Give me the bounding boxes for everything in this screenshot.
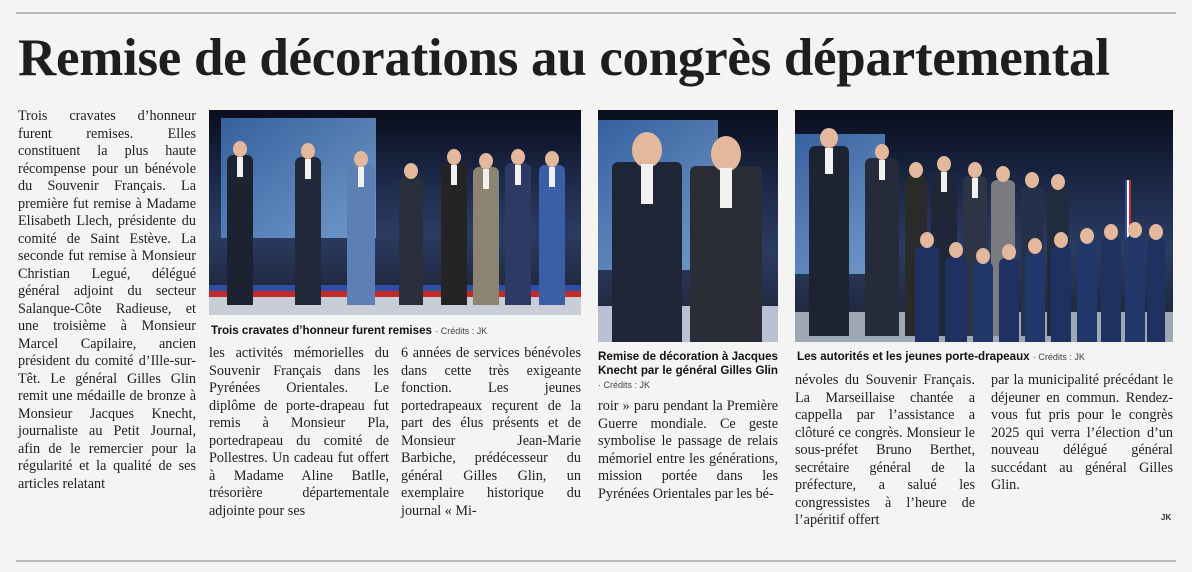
caption-credit-1: · Crédits : JK — [435, 326, 488, 336]
article-column-3 — [401, 345, 581, 520]
caption-credit-3: · Crédits : JK — [1032, 352, 1085, 362]
photo-ceremony-cravates — [209, 110, 581, 315]
article-column-6 — [991, 372, 1173, 495]
headline: Remise de décorations au congrès départemental — [18, 29, 1110, 87]
photo-caption-1 — [211, 324, 583, 338]
article-column-1 — [18, 108, 196, 493]
article-column-5 — [795, 372, 975, 530]
caption-text-1: Trois cravates d’honneur furent remises — [211, 324, 432, 337]
article-text-2: les activités mémorielles du Souvenir Français dans les Pyrénées Orientales. Le diplôme de porte-drapeau fut remis à Monsieur Pla, portedrapeau du comité de Pollestres. Un cadeau fut offert à Madame Aline Batlle, trésorière départementale adjointe pour ses — [209, 345, 389, 519]
author-signature: JK — [1161, 513, 1172, 522]
top-rule — [16, 12, 1176, 14]
bottom-rule — [16, 560, 1176, 562]
photo-authorities-flag-bearers — [795, 110, 1173, 342]
photo-caption-3 — [797, 350, 1175, 364]
photo-caption-2 — [598, 350, 778, 392]
article-text-6: par la municipalité précédant le déjeuner en commun. Rendez-vous fut pris pour le congrès 2025 qui verra l’élection d’un nouveau délégué général succédant au général Gilles Glin. — [991, 372, 1173, 493]
article-text-3: 6 années de services bénévoles dans cette très exigeante fonction. Les jeunes portedrapeaux reçurent de la part des élus présents et de Monsieur Jean-Marie Barbiche, prédécesseur du général Gilles Glin, un exemplaire historique du journal « Mi- — [401, 345, 581, 519]
article-text-5: névoles du Souvenir Français. La Marseillaise chantée a cappella par l’assistance a clôturé ce congrès. Monsieur le sous-préfet Bruno Berthet, secrétaire général de la préfecture, a salué les congressistes à l’heure de l’apéritif offert — [795, 372, 975, 528]
article-text-1: Trois cravates d’honneur furent remises. Elles constituent la plus haute récompense pour un bénévole du Souvenir Français. La première fut remise à Madame Elisabeth Llech, présidente du comité de Saint Estève. La seconde fut remise à Monsieur Christian Legué, délégué général adjoint du secteur Salanque-Côte Radieuse, et une troisième à Monsieur Marcel Capilaire, ancien président du comité d’Ille-sur-Têt. Le général Gilles Glin remit une médaille de bronze à Monsieur Jacques Knecht, journaliste au Petit Journal, afin de le remercier pour la régularité et la qualité de ses articles relatant — [18, 108, 196, 492]
photo-medal-knecht — [598, 110, 778, 342]
caption-credit-2: · Crédits : JK — [598, 380, 651, 390]
article-column-2 — [209, 345, 389, 520]
article-text-4: roir » paru pendant la Première Guerre mondiale. Ce geste symbolise le passage de relais mémoriel entre les générations, mission portée dans les Pyrénées Orientales par les bé- — [598, 398, 778, 502]
caption-text-2: Remise de décoration à Jacques Knecht par le général Gilles Glin — [598, 350, 778, 377]
caption-text-3: Les autorités et les jeunes porte-drapeaux — [797, 350, 1030, 363]
article-column-4 — [598, 398, 778, 503]
